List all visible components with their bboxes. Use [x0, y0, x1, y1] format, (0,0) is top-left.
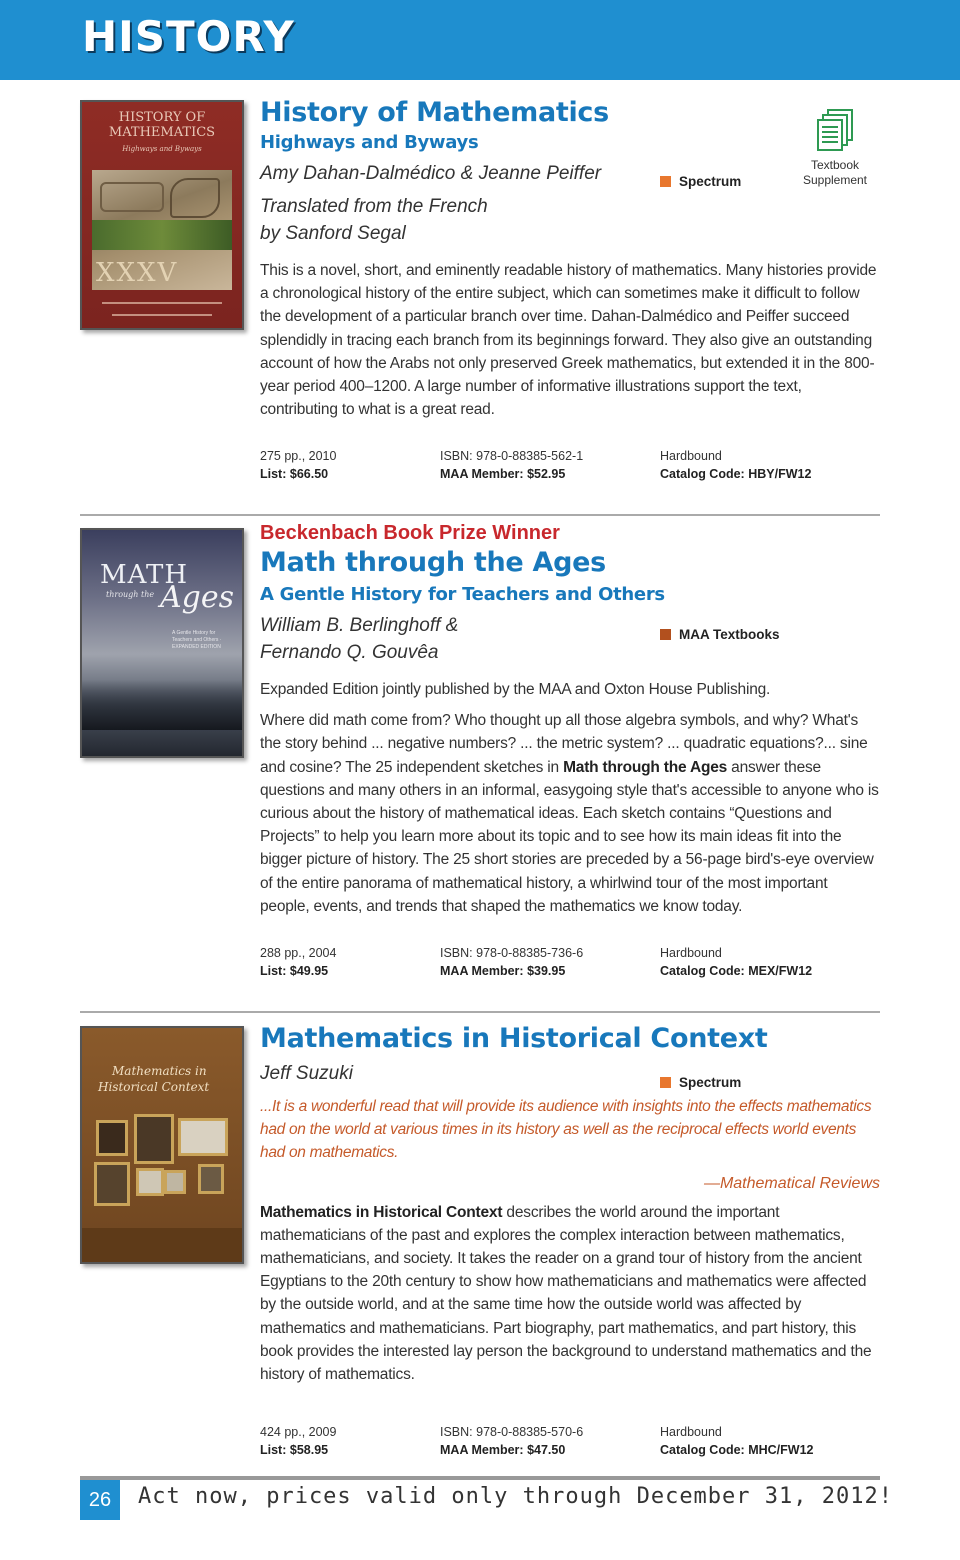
- book-description: Where did math come from? Who thought up all those algebra symbols, and why? What's the story behind ... negative numbers? ... the metric system? ... quadratic equations?... sine and cosine? The 25 independent sketches in Math through the Ages answer these questions and many others in an informal, easygoing style that's accessible to anyone who is curious about the history of mathematical ideas. Each sketch contains “Questions and Projects” to help you learn more about its topic and to see how its main ideas fit into the bigger picture of history. The 25 short stories are preceded by a 56-page bird's-eye overview of the entire panorama of mathematical history, a whirlwind tour of the most important people, events, and trends that shaped the mathematics we know today.: [260, 712, 879, 915]
- book-isbn-member: [440, 944, 583, 980]
- list-price: $49.95: [289, 964, 329, 978]
- member-price-label: MAA Member:: [440, 467, 524, 481]
- award-label: Beckenbach Book Prize Winner: [260, 522, 560, 544]
- book-translation-note: Translated from the French: [260, 196, 488, 217]
- book-author: Jeff Suzuki: [260, 1063, 353, 1084]
- cover-small-text: through the: [106, 590, 155, 599]
- cover-illustration: XXXV: [92, 170, 232, 290]
- cover-title-line1: MATH: [100, 560, 188, 590]
- book-cover-math-through-the-ages[interactable]: [80, 528, 244, 758]
- page-count: 288 pp., 2004: [260, 946, 337, 960]
- edition-note: Expanded Edition jointly published by the MAA and Oxton House Publishing.: [260, 681, 771, 698]
- binding: Hardbound: [660, 1425, 722, 1439]
- textbook-supplement-badge: [796, 108, 874, 188]
- book-cover-history-of-mathematics[interactable]: [80, 100, 244, 330]
- catalog-code-label: Catalog Code:: [660, 1443, 745, 1457]
- cover-portrait-frames: [88, 1112, 236, 1228]
- member-price-label: MAA Member:: [440, 1443, 524, 1457]
- book-binding-catalog: [660, 447, 811, 483]
- page-count: 275 pp., 2010: [260, 449, 337, 463]
- book-title[interactable]: Mathematics in Historical Context: [260, 1023, 768, 1054]
- book-cover-mathematics-in-historical-context[interactable]: [80, 1026, 244, 1264]
- cover-title-line1: HISTORY OF: [118, 110, 206, 125]
- book-title[interactable]: History of Mathematics: [260, 97, 609, 128]
- series-square-icon: [660, 629, 671, 640]
- cover-note: A Gentle History for Teachers and Others · EXPANDED EDITION: [172, 630, 222, 650]
- member-price: $39.95: [527, 964, 566, 978]
- book-title[interactable]: Math through the Ages: [260, 547, 606, 578]
- cover-title-line1: Mathematics in: [112, 1064, 207, 1078]
- catalog-code: MHC/FW12: [748, 1443, 814, 1457]
- member-price: $47.50: [527, 1443, 566, 1457]
- divider: [80, 1011, 880, 1013]
- series-square-icon: [660, 176, 671, 187]
- list-price-label: List:: [260, 964, 287, 978]
- book-subtitle: A Gentle History for Teachers and Others: [260, 584, 665, 605]
- series-label: [660, 174, 741, 189]
- page-count: 424 pp., 2009: [260, 1425, 337, 1439]
- isbn: ISBN: 978-0-88385-736-6: [440, 946, 584, 960]
- book-binding-catalog: [660, 944, 812, 980]
- binding: Hardbound: [660, 946, 722, 960]
- isbn: ISBN: 978-0-88385-562-1: [440, 449, 584, 463]
- binding: Hardbound: [660, 449, 722, 463]
- document-stack-icon: [812, 108, 858, 154]
- book-author-1: William B. Berlinghoff &: [260, 615, 459, 636]
- supplement-line1: Textbook: [810, 158, 860, 172]
- series-name: Spectrum: [679, 1075, 742, 1090]
- cover-subtitle: Highways and Byways: [122, 145, 202, 153]
- book-entry-2: [260, 522, 880, 918]
- footer-promo-text: Act now, prices valid only through December 31, 2012!: [138, 1484, 893, 1509]
- supplement-line2: Supplement: [802, 173, 868, 187]
- section-title: HISTORY: [82, 12, 295, 61]
- book-author-2: Fernando Q. Gouvêa: [260, 642, 439, 663]
- book-pages-price: [260, 1423, 336, 1459]
- catalog-code: MEX/FW12: [748, 964, 813, 978]
- footer-divider: [80, 1476, 880, 1480]
- section-header: [0, 0, 960, 80]
- list-price-label: List:: [260, 467, 287, 481]
- book-entry-1: [260, 96, 880, 421]
- list-price-label: List:: [260, 1443, 287, 1457]
- book-isbn-member: [440, 447, 583, 483]
- book-description: This is a novel, short, and eminently readable history of mathematics. Many histories provide a chronological history of the entire subject, which can sometimes make it difficult to follow the development of a particular branch over time. Dahan-Dalmédico and Peiffer succeed splendidly in tracing each branch from its beginnings forward. They also give an outstanding account of how the Arabs not only preserved Greek mathematics, but extended it in the 800-year period 400–1200. A large number of informative illustrations support the text, contributing to what is a great read.: [260, 262, 877, 419]
- cover-title-line2: Ages: [160, 580, 235, 615]
- catalog-code-label: Catalog Code:: [660, 467, 745, 481]
- catalog-code-label: Catalog Code:: [660, 964, 745, 978]
- book-isbn-member: [440, 1423, 583, 1459]
- member-price: $52.95: [527, 467, 566, 481]
- book-pages-price: [260, 447, 336, 483]
- page-number: 26: [80, 1480, 120, 1520]
- review-source: —Mathematical Reviews: [703, 1174, 880, 1192]
- divider: [80, 514, 880, 516]
- cover-title-line2: Historical Context: [98, 1080, 210, 1094]
- member-price-label: MAA Member:: [440, 964, 524, 978]
- book-binding-catalog: [660, 1423, 814, 1459]
- book-pages-price: [260, 944, 336, 980]
- series-name: Spectrum: [679, 174, 742, 189]
- book-translator: by Sanford Segal: [260, 223, 406, 244]
- book-author: Amy Dahan-Dalmédico & Jeanne Peiffer: [260, 163, 602, 184]
- cover-title-line2: MATHEMATICS: [108, 125, 216, 140]
- review-quote: ...It is a wonderful read that will provide its audience with insights into the effects mathematics had on the world at various times in its history as well as the reciprocal effects world events had on mathematics.: [260, 1098, 872, 1162]
- cover-sea-rocks: [82, 680, 242, 730]
- series-label: [660, 627, 780, 642]
- series-square-icon: [660, 1077, 671, 1088]
- book-description: Mathematics in Historical Context describes the world around the important mathematicians of the past and explores the complex interaction between mathematics, mathematicians, and society. It takes the reader on a grand tour of history from the ancient Egyptians to the 20th century to show how mathematicians and mathematics were affected by the outside world, and at the same time how the outside world was affected by mathematics and mathematicians. Part biography, part mathematics, and part history, this book provides the interested lay person the background to understand mathematics and the history of mathematics.: [260, 1203, 872, 1384]
- book-subtitle: Highways and Byways: [260, 132, 479, 153]
- list-price: $58.95: [289, 1443, 329, 1457]
- book-entry-3: [260, 1022, 880, 1386]
- isbn: ISBN: 978-0-88385-570-6: [440, 1425, 584, 1439]
- series-label: [660, 1075, 741, 1090]
- catalog-code: HBY/FW12: [748, 467, 812, 481]
- series-name: MAA Textbooks: [679, 627, 780, 642]
- list-price: $66.50: [289, 467, 329, 481]
